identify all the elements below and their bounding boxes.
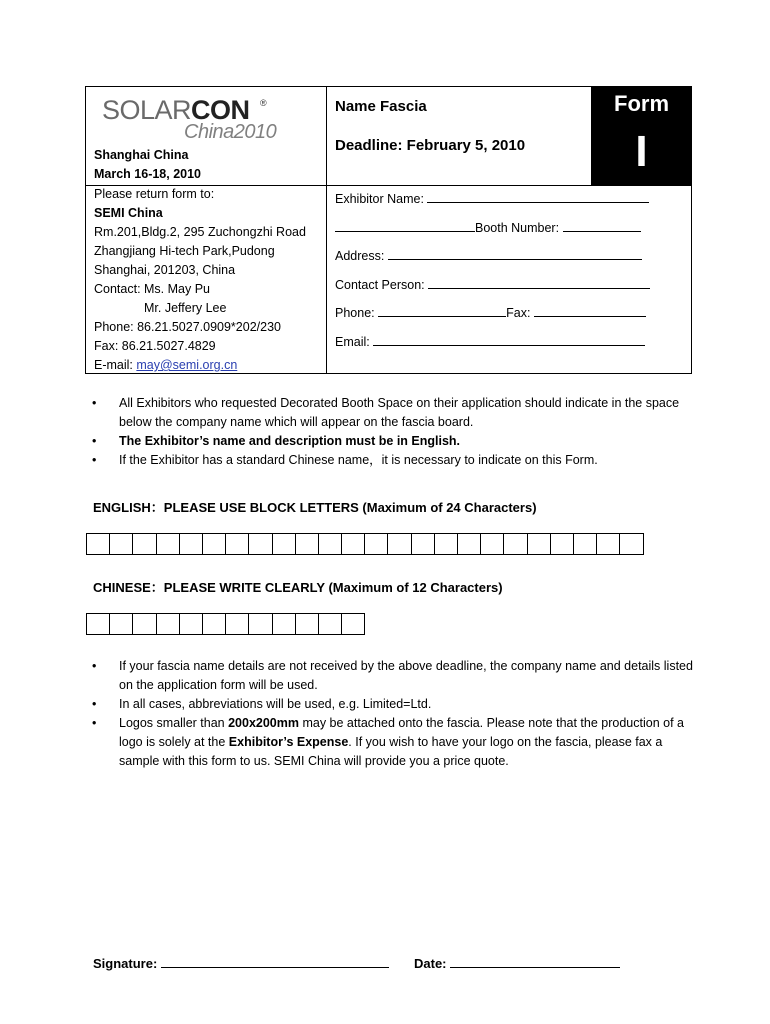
list-item: • In all cases, abbreviations will be used, e.g. Limited=Ltd. — [92, 697, 432, 711]
date-field[interactable]: Date: — [414, 956, 620, 971]
character-box[interactable] — [180, 613, 203, 635]
character-box[interactable] — [388, 533, 411, 555]
character-box[interactable] — [458, 533, 481, 555]
character-box[interactable] — [551, 533, 574, 555]
character-box[interactable] — [87, 613, 110, 635]
event-city: Shanghai China — [94, 148, 189, 162]
character-box[interactable] — [319, 533, 342, 555]
character-box[interactable] — [365, 533, 388, 555]
chinese-character-boxes[interactable] — [86, 613, 365, 635]
return-info: Please return form to: SEMI China Rm.201,Bldg.2, 295 Zuchongzhi Road Zhangjiang Hi-tech Park,Pudong Shanghai, 201203, China Contact: Ms. May Pu Mr. Jeffery Lee Phone: 86.21.5027.0909*202/230 Fax: 86.21.5027.4829 E-mail: may@semi.org.cn — [94, 187, 306, 372]
character-box[interactable] — [180, 533, 203, 555]
character-box[interactable] — [249, 533, 272, 555]
character-box[interactable] — [133, 613, 156, 635]
list-item: • If your fascia name details are not received by the above deadline, the company name and details listed on the application form will be used. — [92, 659, 693, 692]
phone-fax-field[interactable]: Phone: Fax: — [335, 305, 646, 320]
solarcon-logo: SOLARCON ® China2010 — [102, 95, 277, 143]
list-item: • The Exhibitor’s name and description must be in English. — [92, 434, 461, 448]
form-details-column — [326, 87, 590, 373]
character-box[interactable] — [273, 533, 296, 555]
character-box[interactable] — [226, 533, 249, 555]
signature-field[interactable]: Signature: — [93, 956, 389, 971]
character-box[interactable] — [133, 533, 156, 555]
character-box[interactable] — [296, 533, 319, 555]
list-item: • Logos smaller than 200x200mm may be attached onto the fascia. Please note that the production of a logo is solely at the Exhibitor’s Expense. If you wish to have your logo on the fascia, please fax a sample with this form to us. SEMI China will provide you a price quote. — [92, 716, 684, 768]
chinese-heading: CHINESE：PLEASE WRITE CLEARLY (Maximum of 12 Characters) — [93, 580, 503, 595]
email-link[interactable]: may@semi.org.cn — [136, 358, 238, 372]
character-box[interactable] — [412, 533, 435, 555]
character-box[interactable] — [273, 613, 296, 635]
email-field[interactable]: Email: — [335, 334, 645, 349]
address-field[interactable]: Address: — [335, 248, 642, 263]
character-box[interactable] — [249, 613, 272, 635]
english-letter-boxes[interactable] — [86, 533, 644, 555]
booth-number-field[interactable]: Booth Number: — [335, 220, 641, 235]
event-location-dates — [94, 146, 201, 184]
character-box[interactable] — [110, 533, 133, 555]
list-item: • If the Exhibitor has a standard Chinese name，it is necessary to indicate on this Form. — [92, 453, 598, 467]
character-box[interactable] — [342, 533, 365, 555]
event-info-column — [86, 87, 327, 373]
character-box[interactable] — [110, 613, 133, 635]
character-box[interactable] — [319, 613, 342, 635]
form-badge: Form I — [591, 87, 692, 185]
character-box[interactable] — [481, 533, 504, 555]
instructions-list — [92, 394, 699, 470]
header-table — [85, 86, 692, 374]
exhibitor-name-field[interactable]: Exhibitor Name: — [335, 191, 649, 206]
character-box[interactable] — [226, 613, 249, 635]
english-heading: ENGLISH：PLEASE USE BLOCK LETTERS (Maximum of 24 Characters) — [93, 500, 537, 515]
character-box[interactable] — [203, 533, 226, 555]
character-box[interactable] — [620, 533, 643, 555]
event-dates: March 16-18, 2010 — [94, 167, 202, 181]
character-box[interactable] — [528, 533, 551, 555]
character-box[interactable] — [574, 533, 597, 555]
org-name: SEMI China — [94, 206, 163, 220]
deadline: Deadline: February 5, 2010 — [335, 137, 526, 154]
form-title: Name Fascia — [335, 98, 427, 115]
character-box[interactable] — [157, 613, 180, 635]
character-box[interactable] — [296, 613, 319, 635]
notes-list — [92, 657, 699, 771]
character-box[interactable] — [597, 533, 620, 555]
character-box[interactable] — [504, 533, 527, 555]
character-box[interactable] — [87, 533, 110, 555]
character-box[interactable] — [435, 533, 458, 555]
character-box[interactable] — [157, 533, 180, 555]
character-box[interactable] — [342, 613, 365, 635]
contact-person-field[interactable]: Contact Person: — [335, 277, 650, 292]
list-item: • All Exhibitors who requested Decorated Booth Space on their application should indicate in the space below the company name which will appear on the fascia board. — [92, 396, 680, 429]
character-box[interactable] — [203, 613, 226, 635]
